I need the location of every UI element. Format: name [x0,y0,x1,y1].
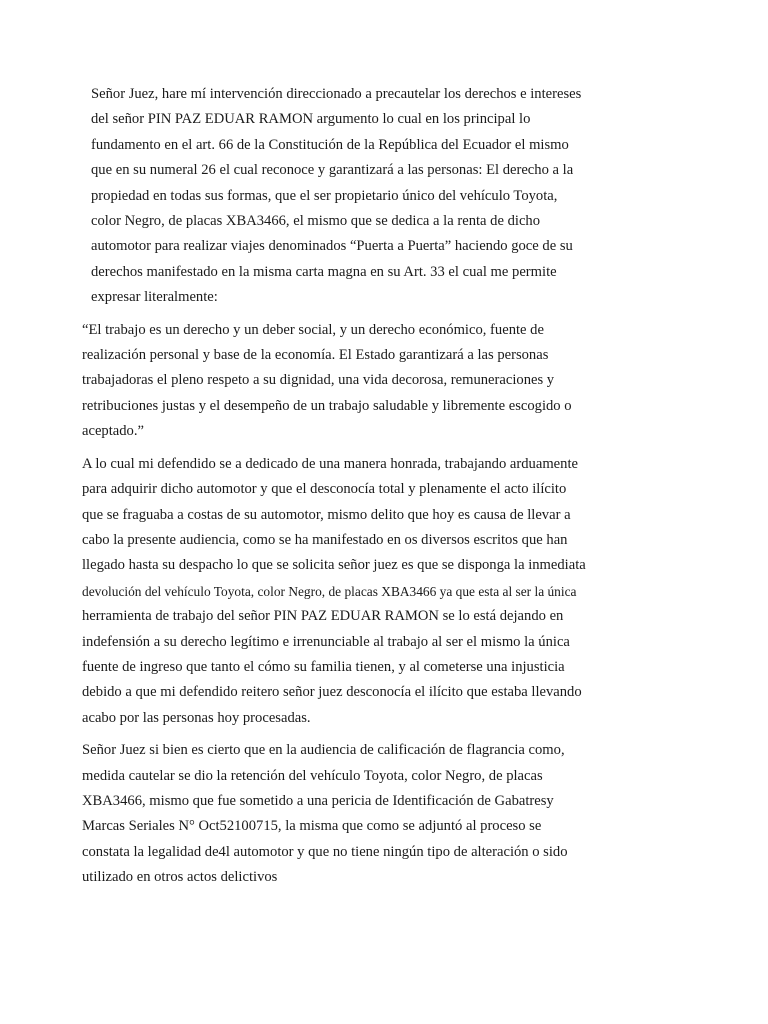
text-line: XBA3466, mismo que fue sometido a una pericia de Identificación de Gabatresy [82,792,554,809]
text-line: indefensión a su derecho legítimo e irrenunciable al trabajo al ser el mismo la única [82,633,570,650]
text-line: para adquirir dicho automotor y que el desconocía total y plenamente el acto ilícito [82,481,567,498]
text-line: Marcas Seriales N° Oct52100715, la misma que como se adjuntó al proceso se [82,818,542,835]
text-line: devolución del vehículo Toyota, color Negro, de placas XBA3466 ya que esta al ser la única [82,583,577,599]
text-line: constata la legalidad de4l automotor y que no tiene ningún tipo de alteración o sido [82,843,568,860]
paragraph-quote [82,318,622,445]
text-line: realización personal y base de la economía. El Estado garantizará a las personas [82,347,549,364]
text-line: A lo cual mi defendido se a dedicado de una manera honrada, trabajando arduamente [82,455,578,472]
text-line: utilizado en otros actos delictivos [82,869,278,886]
text-line: acabo por las personas hoy procesadas. [82,709,311,726]
text-line: debido a que mi defendido reitero señor juez desconocía el ilícito que estaba llevando [82,684,582,701]
text-line: Señor Juez si bien es cierto que en la audiencia de calificación de flagrancia como, [82,742,565,759]
text-line: herramienta de trabajo del señor PIN PAZ EDUAR RAMON se lo está dejando en [82,608,564,625]
text-line: aceptado.” [82,423,144,440]
text-line: “El trabajo es un derecho y un deber social, y un derecho económico, fuente de [82,321,544,338]
paragraph-intervention [82,82,622,311]
text-line: Señor Juez, hare mí intervención direccionado a precautelar los derechos e intereses [91,86,582,102]
document-page [82,82,622,891]
text-line: retribuciones justas y el desempeño de un trabajo saludable y libremente escogido o [82,397,572,414]
paragraph-defense [82,452,622,731]
text-line: del señor PIN PAZ EDUAR RAMON argumento lo cual en los principal lo [91,111,531,128]
text-line: derechos manifestado en la misma carta magna en su Art. 33 el cual me permite [91,263,557,280]
text-line: automotor para realizar viajes denominados “Puerta a Puerta” haciendo goce de su [91,238,573,255]
text-line: medida cautelar se dio la retención del vehículo Toyota, color Negro, de placas [82,767,543,784]
text-line: fuente de ingreso que tanto el cómo su familia tienen, y al cometerse una injusticia [82,658,565,675]
paragraph-retention [82,738,622,890]
text-line: propiedad en todas sus formas, que el ser propietario único del vehículo Toyota, [91,187,558,204]
text-line: trabajadoras el pleno respeto a su dignidad, una vida decorosa, remuneraciones y [82,372,555,389]
text-line: expresar literalmente: [91,289,218,306]
text-line: que se fraguaba a costas de su automotor, mismo delito que hoy es causa de llevar a [82,506,571,523]
text-line: llegado hasta su despacho lo que se solicita señor juez es que se disponga la inmediata [82,557,586,574]
text-line: color Negro, de placas XBA3466, el mismo que se dedica a la renta de dicho [91,213,541,230]
text-line: cabo la presente audiencia, como se ha manifestado en os diversos escritos que han [82,531,568,548]
text-line: que en su numeral 26 el cual reconoce y garantizará a las personas: El derecho a la [91,162,574,179]
text-line: fundamento en el art. 66 de la Constitución de la República del Ecuador el mismo [91,136,569,153]
